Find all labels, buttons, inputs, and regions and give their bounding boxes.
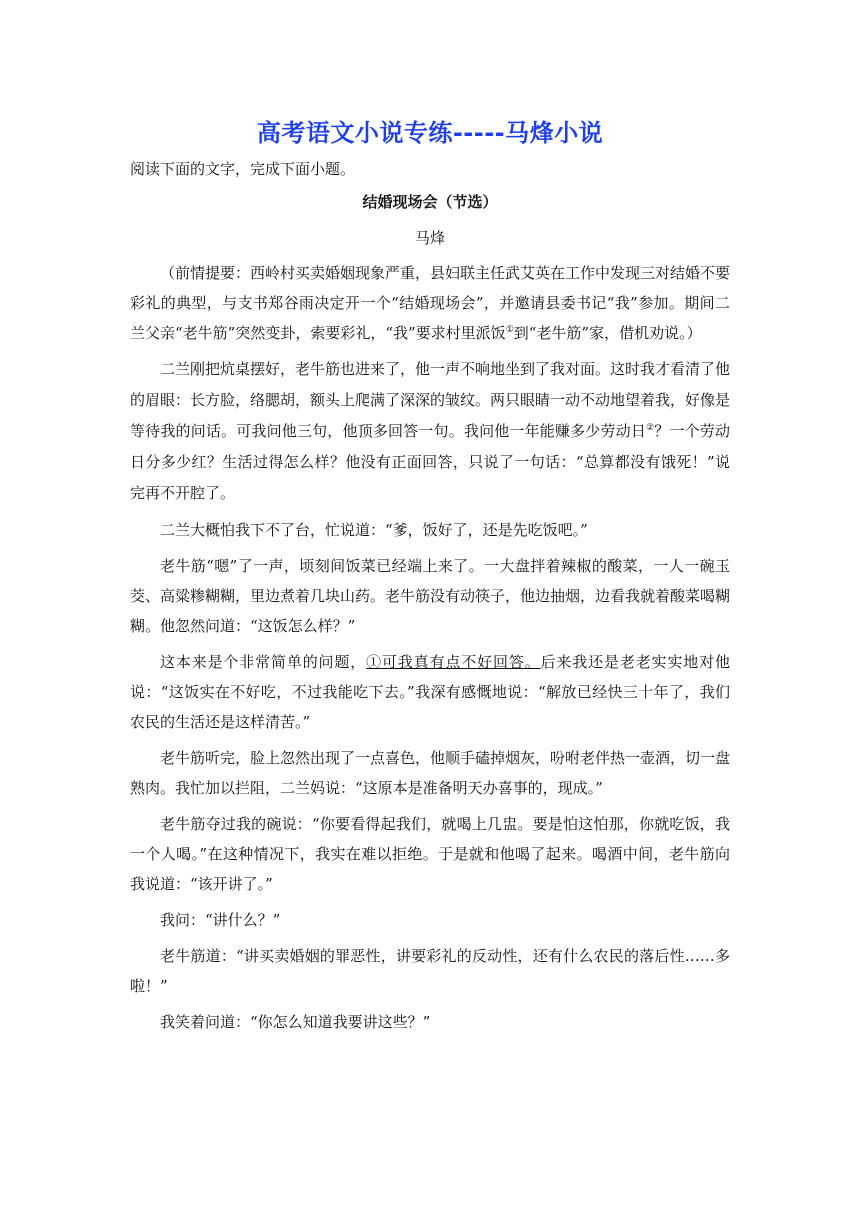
paragraph: 我问：“讲什么？” (160, 911, 281, 929)
story-title: 结婚现场会（节选） (362, 193, 498, 211)
document-title: 高考语文小说专练-----马烽小说 (256, 119, 604, 147)
instruction-text: 阅读下面的文字，完成下面小题。 (130, 160, 356, 178)
footnote-mark: ② (646, 423, 655, 433)
paragraph: （前情提要：西岭村买卖婚姻现象严重，县妇联主任武艾英在工作中发现三对结婚不要彩礼的典型，与支书郑谷雨决定开一个“结婚现场会”，并邀请县委书记“我”参加。期间二兰父亲“老牛筋”突然变卦，索要彩礼，“我”要求村里派饭①到“老牛筋”家，借机劝说。） (130, 264, 731, 342)
paragraph: 这本来是个非常简单的问题，①可我真有点不好回答。后来我还是老老实实地对他说：“这饭实在不好吃，不过我能吃下去。”我深有感慨地说：“解放已经快三十年了，我们农民的生活还是这样清苦。” (130, 653, 730, 731)
paragraph: 老牛筋“嗯”了一声，顷刻间饭菜已经端上来了。一大盘拌着辣椒的酸菜，一人一碗玉茭、高粱糁糊糊，里边煮着几块山药。老牛筋没有动筷子，他边抽烟，边看我就着酸菜喝糊糊。他忽然问道：“这饭怎么样？” (130, 557, 731, 635)
author-name: 马烽 (414, 229, 445, 247)
footnote-mark: ① (505, 325, 514, 335)
paragraph: 我笑着问道：“你怎么知道我要讲这些？” (160, 1013, 431, 1031)
paragraph: 二兰大概怕我下不了台，忙说道：“爹，饭好了，还是先吃饭吧。” (160, 521, 588, 539)
paragraph: 二兰刚把炕桌摆好，老牛筋也进来了，他一声不响地坐到了我对面。这时我才看清了他的眉眼：长方脸，络腮胡，额头上爬满了深深的皱纹。两只眼睛一动不动地望着我，好像是等待我的问话。可我问他三句，他顶多回答一句。我问他一年能赚多少劳动日②？一个劳动日分多少红？生活过得怎么样？他没有正面回答，只说了一句话：“总算都没有饿死！”说完再不开腔了。 (130, 360, 731, 502)
underlined-sentence: ①可我真有点不好回答。 (366, 653, 541, 671)
paragraph: 老牛筋夺过我的碗说：“你要看得起我们，就喝上几盅。要是怕这怕那，你就吃饭，我一个人喝。”在这种情况下，我实在难以拒绝。于是就和他喝了起来。喝酒中间，老牛筋向我说道：“该开讲了。” (130, 815, 730, 893)
paragraph: 老牛筋道：“讲买卖婚姻的罪恶性，讲要彩礼的反动性，还有什么农民的落后性……多啦！” (130, 947, 730, 995)
paragraph: 老牛筋听完，脸上忽然出现了一点喜色，他顺手磕掉烟灰，吩咐老伴热一壶酒，切一盘熟肉。我忙加以拦阻，二兰妈说：“这原本是准备明天办喜事的，现成。” (130, 749, 731, 797)
story-body (130, 258, 730, 1043)
